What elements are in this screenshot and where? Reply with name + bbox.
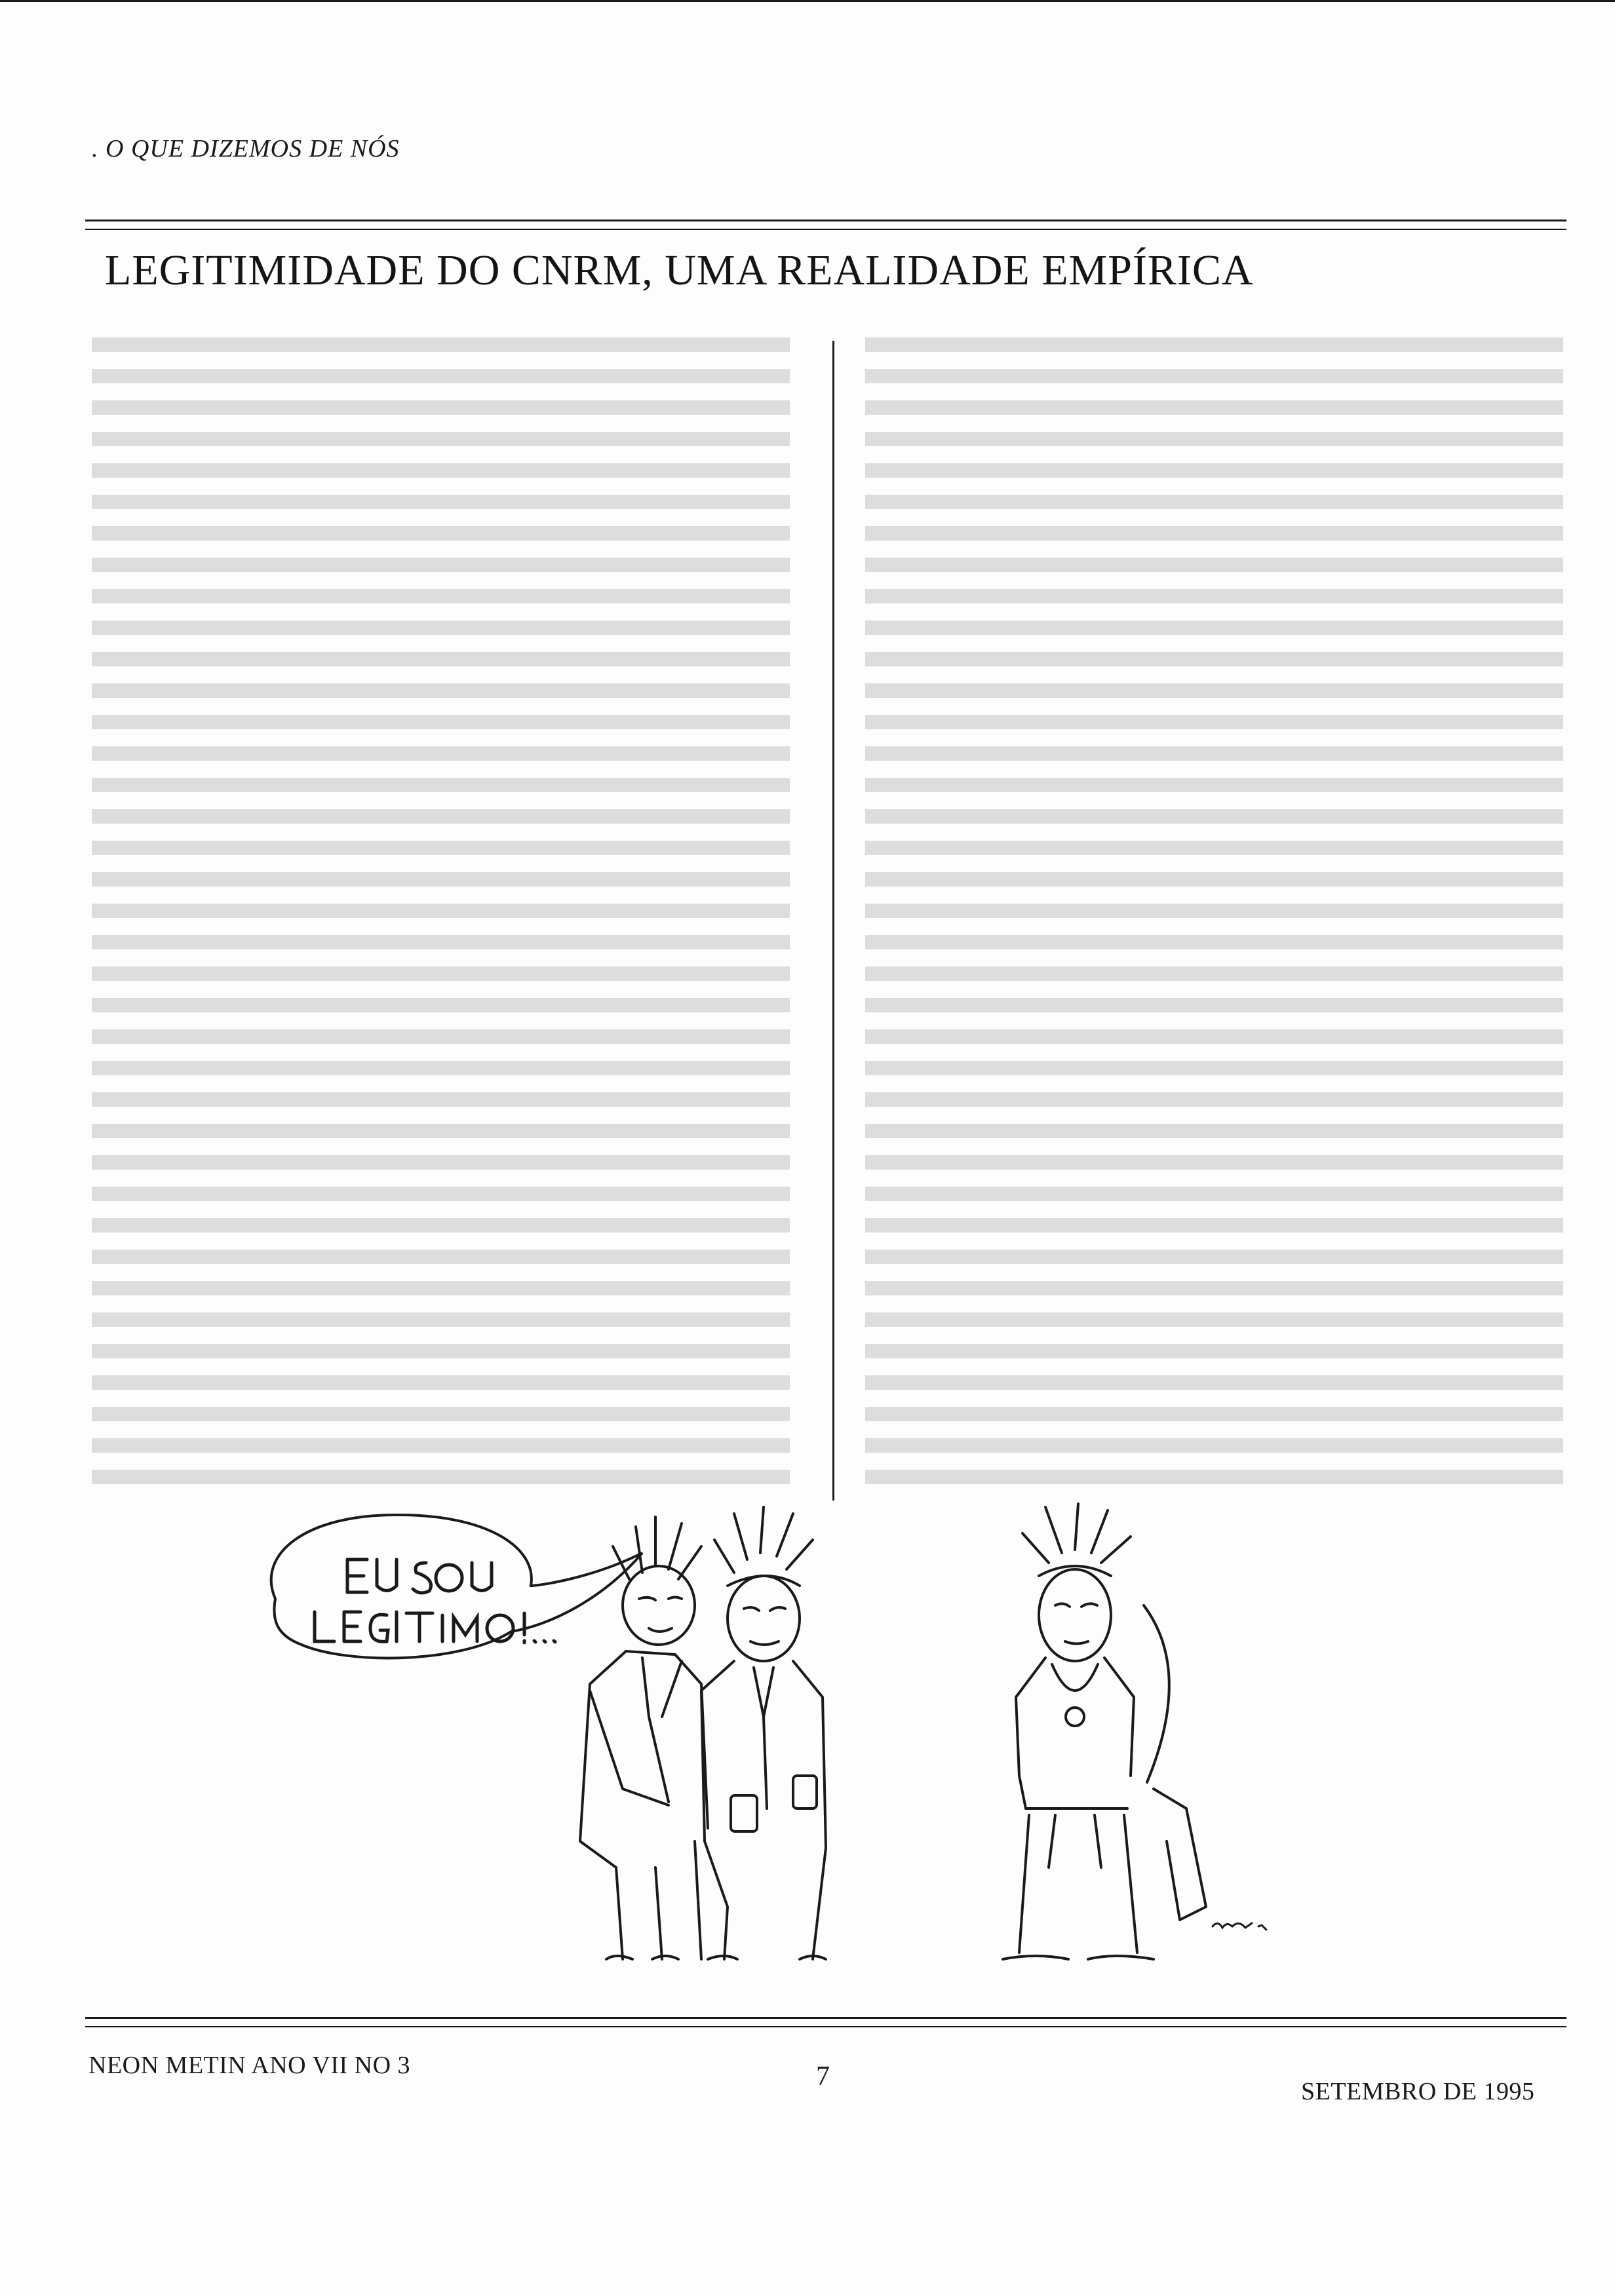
artist-signature — [1213, 1923, 1266, 1930]
section-label: . O QUE DIZEMOS DE NÓS — [92, 135, 400, 163]
footer-rule — [85, 2017, 1566, 2027]
page-number: 7 — [816, 2061, 830, 2092]
cartoon-illustration — [249, 1501, 1324, 1972]
issue-date: SETEMBRO DE 1995 — [1301, 2078, 1535, 2105]
body-text-column-right — [865, 337, 1563, 1497]
publication-name: NEON METIN ANO VII NO 3 — [88, 2052, 411, 2079]
header-rule — [85, 220, 1566, 230]
figure-left-suited — [580, 1517, 708, 1959]
figure-right-warrior — [1003, 1504, 1206, 1959]
top-edge-line — [0, 0, 1615, 2]
article-title: LEGITIMIDADE DO CNRM, UMA REALIDADE EMPÍRICA — [105, 246, 1254, 294]
column-divider — [832, 341, 834, 1501]
body-text-placeholder-left — [92, 337, 790, 1497]
figure-middle-suited — [701, 1507, 826, 1959]
body-text-column-left — [92, 337, 790, 1497]
body-text-placeholder-right — [865, 337, 1563, 1497]
